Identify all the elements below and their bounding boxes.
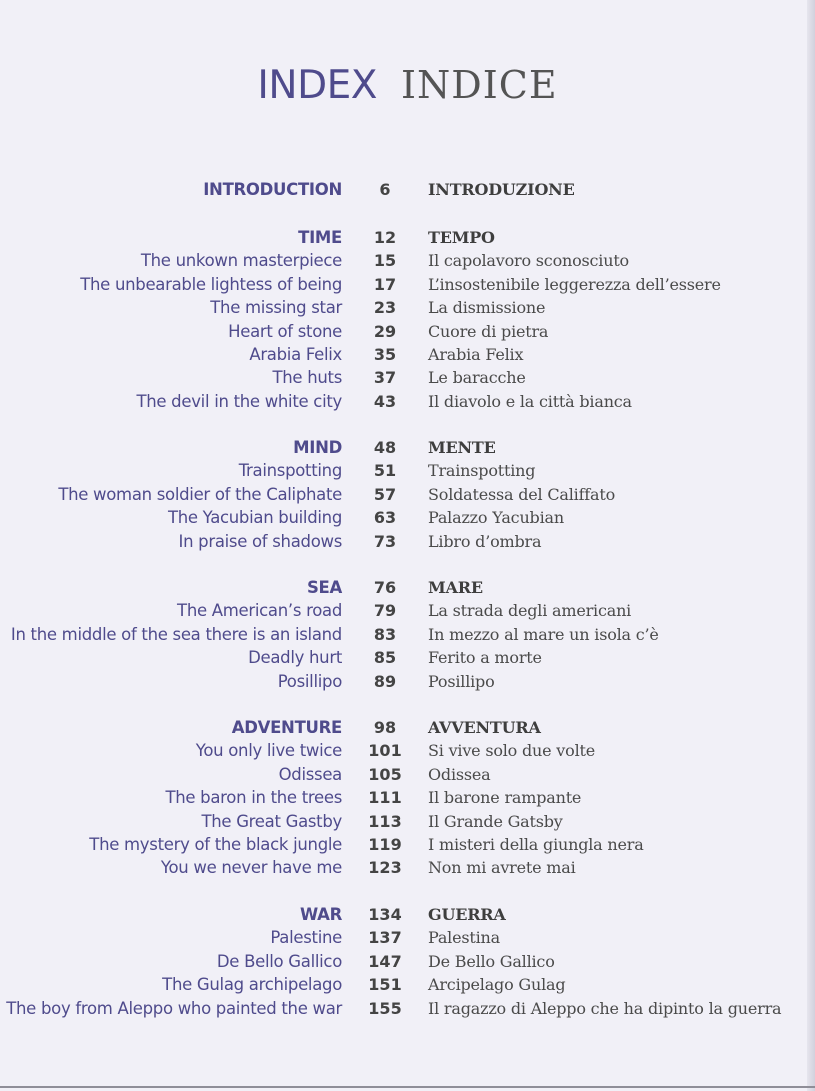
english-title: You we never have me [160, 858, 342, 878]
page-number: 57 [373, 484, 397, 504]
italian-title: INTRODUZIONE [428, 180, 575, 199]
toc-entry [0, 296, 815, 319]
toc-entry [0, 343, 815, 366]
section-heading [0, 178, 815, 201]
page-number: 6 [379, 180, 391, 199]
toc-entry [0, 950, 815, 973]
toc-entry [0, 810, 815, 833]
english-title: The huts [272, 368, 342, 388]
page-number: 105 [368, 764, 402, 784]
toc-entry [0, 599, 815, 622]
english-title: De Bello Gallico [216, 951, 342, 971]
toc-entry [0, 973, 815, 996]
page-number: 29 [373, 321, 397, 341]
toc-entry [0, 366, 815, 389]
italian-title: Arabia Felix [428, 345, 524, 364]
italian-title: Il ragazzo di Aleppo che ha dipinto la guerra [428, 998, 782, 1018]
english-title: The boy from Aleppo who painted the war [6, 998, 342, 1018]
english-title: The mystery of the black jungle [89, 835, 342, 854]
italian-title: Trainspotting [428, 461, 536, 481]
toc-entry [0, 997, 815, 1020]
page-number: 37 [373, 368, 397, 388]
page-number: 79 [373, 601, 397, 621]
english-title: Arabia Felix [249, 345, 342, 364]
page-number: 12 [373, 228, 397, 247]
english-title: In praise of shadows [178, 531, 342, 551]
page-number: 83 [373, 624, 397, 644]
italian-title: TEMPO [428, 228, 495, 247]
italian-title: Ferito a morte [428, 648, 542, 668]
page-number: 85 [373, 648, 397, 668]
english-title: The American’s road [177, 601, 342, 621]
toc-entry [0, 670, 815, 693]
english-title: The unbearable lightess of being [80, 274, 342, 294]
english-title: Odissea [278, 764, 342, 784]
toc-entry [0, 483, 815, 506]
italian-title: Il Grande Gatsby [428, 811, 563, 831]
english-title: SEA [306, 578, 342, 597]
toc-entry [0, 506, 815, 529]
english-title: INTRODUCTION [203, 180, 342, 199]
toc-entry [0, 530, 815, 553]
english-title: Deadly hurt [248, 648, 342, 668]
italian-title: L’insostenibile leggerezza dell’essere [428, 274, 721, 294]
italian-title: Il capolavoro sconosciuto [428, 251, 629, 271]
italian-title: De Bello Gallico [428, 951, 555, 971]
page-number: 76 [373, 578, 397, 597]
page-number: 134 [368, 905, 402, 924]
toc-entry [0, 833, 815, 856]
english-title: WAR [299, 905, 342, 924]
toc-entry [0, 390, 815, 413]
page-number: 113 [368, 811, 402, 831]
english-title: The unkown masterpiece [140, 251, 342, 271]
english-title: Trainspotting [238, 461, 342, 481]
page-number: 123 [368, 858, 402, 878]
italian-title: Le baracche [428, 368, 526, 388]
italian-title: GUERRA [428, 905, 506, 924]
toc-entry [0, 926, 815, 949]
english-title: The woman soldier of the Caliphate [58, 484, 342, 504]
page-number: 147 [368, 951, 402, 971]
italian-title: Palestina [428, 928, 500, 948]
toc-entry [0, 273, 815, 296]
english-title: The baron in the trees [165, 788, 342, 808]
english-title: Posillipo [277, 671, 342, 691]
italian-title: MENTE [428, 438, 496, 457]
italian-title: La dismissione [428, 298, 546, 318]
index-title-english: INDEX [257, 63, 377, 108]
page-number: 48 [373, 438, 397, 457]
page-number: 17 [373, 274, 397, 294]
english-title: The missing star [210, 298, 342, 318]
italian-title: Il diavolo e la città bianca [428, 391, 632, 411]
page-number: 73 [373, 531, 397, 551]
italian-title: Non mi avrete mai [428, 858, 576, 878]
english-title: In the middle of the sea there is an island [10, 624, 342, 644]
toc-entry [0, 763, 815, 786]
english-title: Palestine [270, 928, 342, 948]
english-title: The devil in the white city [136, 391, 342, 411]
page-number: 111 [368, 788, 402, 808]
italian-title: Posillipo [428, 671, 495, 691]
italian-title: Il barone rampante [428, 788, 582, 808]
section-heading [0, 903, 815, 926]
section-heading [0, 716, 815, 739]
page-number: 151 [368, 975, 402, 995]
page-number: 43 [373, 391, 397, 411]
italian-title: I misteri della giungla nera [428, 835, 644, 854]
english-title: TIME [298, 228, 342, 247]
italian-title: Libro d’ombra [428, 531, 542, 551]
english-title: The Gulag archipelago [162, 975, 342, 995]
page-number: 89 [373, 671, 397, 691]
section-heading [0, 576, 815, 599]
italian-title: MARE [428, 578, 483, 597]
page-number: 35 [373, 345, 397, 364]
page-number: 51 [373, 461, 397, 481]
section-heading [0, 226, 815, 249]
toc-entry [0, 856, 815, 879]
english-title: MIND [293, 438, 342, 457]
section-heading [0, 436, 815, 459]
page-number: 155 [368, 998, 402, 1018]
toc-entry [0, 623, 815, 646]
toc-entry [0, 786, 815, 809]
english-title: You only live twice [195, 741, 342, 761]
italian-title: In mezzo al mare un isola c’è [428, 624, 659, 644]
italian-title: Cuore di pietra [428, 321, 549, 341]
page-number: 137 [368, 928, 402, 948]
toc-entry [0, 646, 815, 669]
italian-title: Soldatessa del Califfato [428, 484, 616, 504]
page-number: 101 [368, 741, 402, 761]
italian-title: Si vive solo due volte [428, 741, 595, 761]
toc-entry [0, 249, 815, 272]
english-title: The Great Gastby [201, 811, 342, 831]
toc-entry [0, 739, 815, 762]
page-number: 23 [373, 298, 397, 318]
italian-title: La strada degli americani [428, 601, 632, 621]
english-title: The Yacubian building [167, 508, 342, 528]
toc-entry [0, 459, 815, 482]
italian-title: Odissea [428, 764, 491, 784]
page-number: 98 [373, 718, 397, 737]
italian-title: Arcipelago Gulag [428, 975, 566, 995]
english-title: Heart of stone [228, 321, 342, 341]
italian-title: AVVENTURA [428, 718, 541, 737]
page-number: 119 [368, 835, 402, 854]
english-title: ADVENTURE [231, 718, 342, 737]
page-number: 63 [373, 508, 397, 528]
italian-title: Palazzo Yacubian [428, 508, 564, 528]
page-number: 15 [373, 251, 397, 271]
index-title-italian: INDICE [401, 63, 558, 107]
toc-entry [0, 320, 815, 343]
